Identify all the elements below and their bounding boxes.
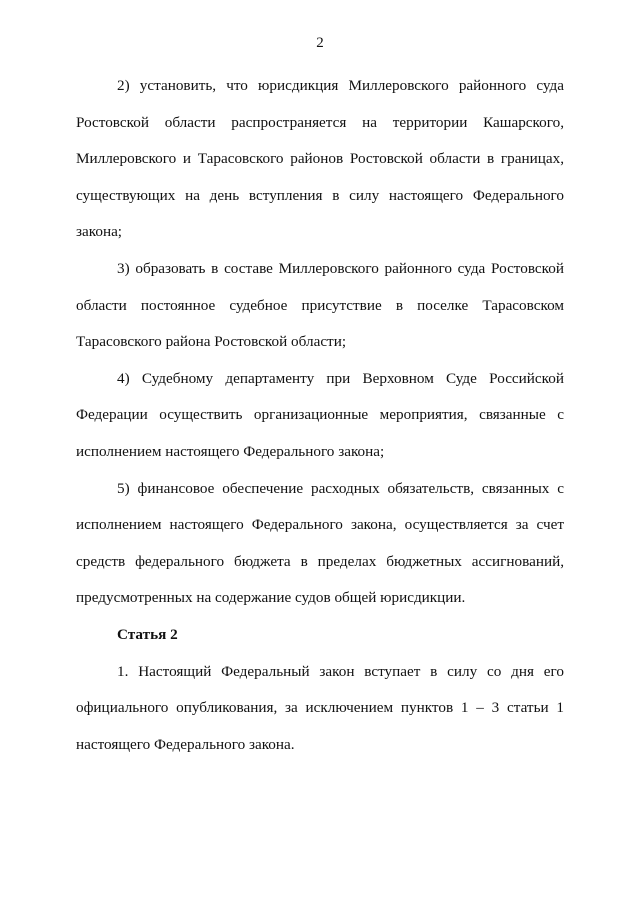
text-line: 2) установить, что юрисдикция Миллеровского районного суда: [117, 77, 564, 94]
text-line: закона;: [76, 223, 123, 241]
text-line: официального опубликования, за исключением пунктов 1 – 3 статьи 1: [76, 699, 564, 717]
page-number: 2: [316, 35, 324, 51]
paragraph-item-2: [76, 68, 564, 251]
text-line: настоящего Федерального закона.: [76, 735, 295, 753]
text-line: 4) Судебному департаменту при Верховном Суде Российской: [117, 369, 564, 387]
text-line: Федерации осуществить организационные мероприятия, связанные с: [76, 406, 564, 424]
article-heading: Статья 2: [117, 625, 178, 643]
text-line: Ростовской области распространяется на территории Кашарского,: [76, 113, 564, 131]
text-line: предусмотренных на содержание судов общей юрисдикции.: [76, 589, 466, 607]
text-line: 3) образовать в составе Миллеровского районного суда Ростовской: [117, 259, 564, 277]
document-body: [76, 68, 564, 763]
text-line: области постоянное судебное присутствие в поселке Тарасовском: [76, 296, 564, 314]
paragraph-item-4: [76, 361, 564, 471]
paragraph-item-5: [76, 471, 564, 617]
text-line: исполнением настоящего Федерального закона, осуществляется за счет: [76, 516, 564, 534]
text-line: 1. Настоящий Федеральный закон вступает в силу со дня его: [117, 662, 564, 680]
text-line: исполнением настоящего Федерального закона;: [76, 442, 385, 460]
text-line: Тарасовского района Ростовской области;: [76, 333, 347, 351]
text-line: средств федерального бюджета в пределах бюджетных ассигнований,: [76, 552, 564, 570]
paragraph-article2-item-1: [76, 654, 564, 764]
text-line: 5) финансовое обеспечение расходных обязательств, связанных с: [117, 479, 564, 497]
text-line: Миллеровского и Тарасовского районов Ростовской области в границах,: [76, 150, 564, 168]
paragraph-item-3: [76, 251, 564, 361]
text-line: существующих на день вступления в силу настоящего Федерального: [76, 186, 564, 204]
